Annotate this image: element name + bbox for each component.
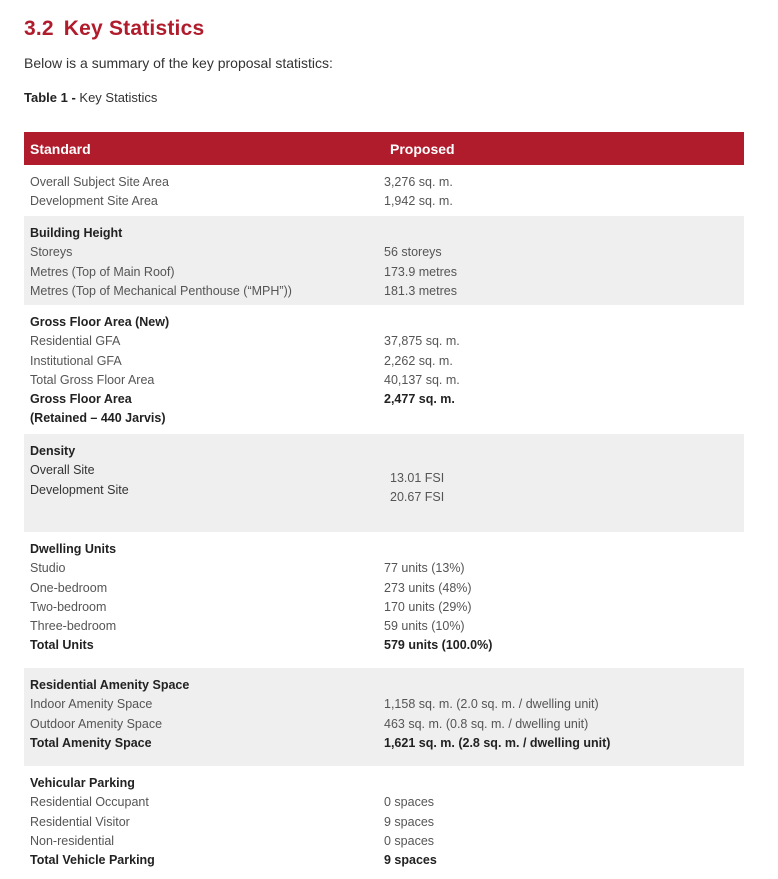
row-label: Overall Site (30, 463, 95, 478)
row-label: Gross Floor Area (30, 392, 132, 407)
row-value: 273 units (48%) (384, 580, 472, 595)
section-title-row (24, 540, 744, 559)
table-row (24, 636, 744, 655)
row-value: 2,262 sq. m. (384, 353, 453, 368)
row-label: Development Site Area (30, 194, 158, 209)
row-value: 579 units (100.0%) (384, 638, 493, 653)
row-value: 1,158 sq. m. (2.0 sq. m. / dwelling unit) (384, 697, 599, 712)
intro-text: Below is a summary of the key proposal statistics: (24, 55, 333, 71)
row-label: Residential Visitor (30, 814, 130, 829)
table-row (24, 559, 744, 578)
row-label: Non-residential (30, 833, 115, 848)
section-label: Density (30, 444, 76, 458)
section-label: Dwelling Units (30, 542, 117, 556)
density-value: 20.67 FSI (390, 490, 445, 505)
row-value: 59 units (10%) (384, 619, 465, 634)
section-title-row (24, 774, 744, 793)
row-value: 77 units (13%) (384, 561, 465, 576)
section-label: Residential Amenity Space (30, 678, 190, 692)
table-row (24, 734, 744, 753)
section-label: Building Height (30, 226, 123, 240)
site-area-section (24, 165, 744, 216)
row-value: 2,477 sq. m. (384, 392, 455, 407)
table-row (24, 192, 744, 211)
table-row (24, 481, 744, 500)
table-row (24, 409, 744, 428)
row-label: Overall Subject Site Area (30, 175, 169, 189)
section-title: Key Statistics (63, 17, 205, 40)
row-label: Metres (Top of Main Roof) (30, 264, 175, 279)
table-row (24, 813, 744, 832)
row-value: 56 storeys (384, 245, 442, 260)
table-row (24, 617, 744, 636)
row-value: 173.9 metres (384, 264, 457, 279)
row-label: (Retained – 440 Jarvis) (30, 411, 166, 426)
section-label: Vehicular Parking (30, 776, 135, 790)
table-row (24, 598, 744, 617)
table-row (24, 352, 744, 371)
row-label: Institutional GFA (30, 353, 122, 368)
section-title-row (24, 313, 744, 332)
density-values (390, 469, 444, 508)
amenity-section (24, 668, 744, 766)
row-value: 463 sq. m. (0.8 sq. m. / dwelling unit) (384, 716, 589, 731)
row-value: 0 spaces (384, 833, 435, 848)
header-standard: Standard (30, 141, 91, 157)
row-value: 3,276 sq. m. (384, 175, 453, 189)
section-title-row (24, 442, 744, 461)
row-label: Metres (Top of Mechanical Penthouse (“MPH”)) (30, 283, 292, 298)
table-row (24, 371, 744, 390)
parking-section (24, 766, 744, 879)
row-label: Total Gross Floor Area (30, 372, 155, 387)
table-row (24, 332, 744, 351)
row-label: Studio (30, 561, 66, 576)
row-label: Total Units (30, 638, 94, 653)
table-caption (24, 90, 157, 105)
section-label: Gross Floor Area (New) (30, 315, 170, 329)
table-row (24, 793, 744, 812)
table-row (24, 263, 744, 282)
row-value: 0 spaces (384, 795, 435, 810)
row-label: Outdoor Amenity Space (30, 716, 163, 731)
row-label: Storeys (30, 245, 73, 260)
section-heading (24, 17, 204, 41)
row-label: Total Amenity Space (30, 735, 152, 750)
row-value: 181.3 metres (384, 283, 457, 298)
section-title-row (24, 224, 744, 243)
table-header (24, 132, 744, 165)
row-label: Total Vehicle Parking (30, 853, 155, 868)
table-row (24, 832, 744, 851)
row-label: One-bedroom (30, 580, 108, 595)
table-row (24, 461, 744, 480)
table-row (24, 243, 744, 262)
row-label: Residential GFA (30, 334, 121, 349)
table-caption-label: Table 1 - (24, 90, 76, 105)
density-value: 13.01 FSI (390, 471, 445, 485)
density-section (24, 434, 744, 532)
row-value: 37,875 sq. m. (384, 334, 460, 349)
gfa-section (24, 305, 744, 434)
dwelling-units-section (24, 532, 744, 668)
section-number: 3.2 (24, 17, 54, 40)
row-value: 1,621 sq. m. (2.8 sq. m. / dwelling unit) (384, 735, 611, 750)
row-label: Development Site (30, 482, 129, 497)
row-value: 40,137 sq. m. (384, 372, 460, 387)
row-value: 9 spaces (384, 853, 437, 868)
header-proposed: Proposed (390, 141, 455, 157)
key-statistics-table (24, 132, 744, 879)
table-row (24, 579, 744, 598)
table-caption-text: Key Statistics (79, 90, 158, 105)
building-height-section (24, 216, 744, 305)
row-value: 170 units (29%) (384, 599, 472, 614)
table-row (24, 715, 744, 734)
table-row (24, 282, 744, 301)
row-value: 1,942 sq. m. (384, 194, 453, 209)
table-row (24, 695, 744, 714)
table-row (24, 173, 744, 192)
row-label: Residential Occupant (30, 795, 149, 810)
table-row (24, 390, 744, 409)
section-title-row (24, 676, 744, 695)
table-row (24, 851, 744, 870)
row-label: Indoor Amenity Space (30, 697, 153, 712)
row-label: Three-bedroom (30, 619, 117, 634)
row-value: 9 spaces (384, 814, 435, 829)
row-label: Two-bedroom (30, 599, 107, 614)
